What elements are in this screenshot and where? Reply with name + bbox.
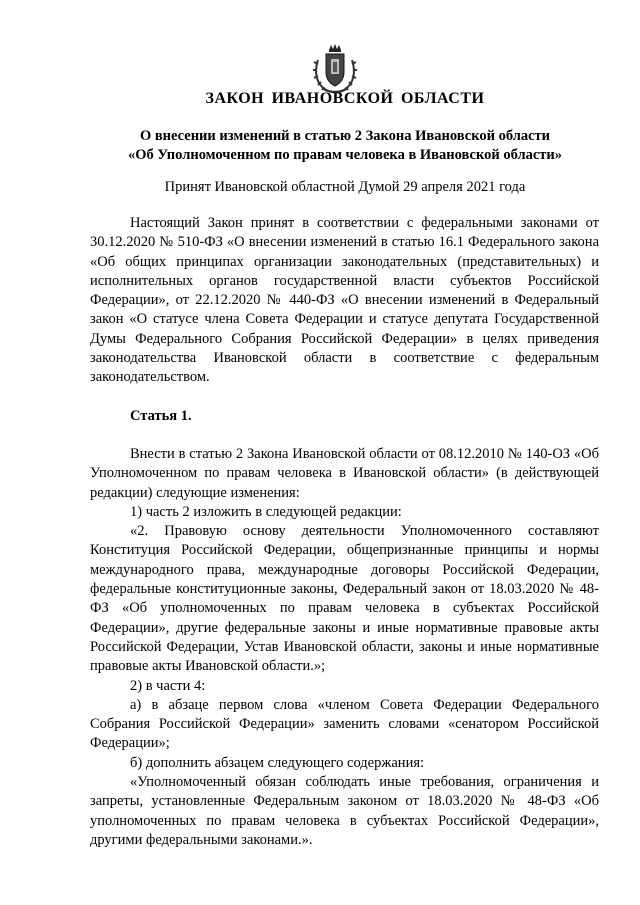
article-1-heading: Статья 1. <box>130 407 192 424</box>
law-subtitle-line-1: О внесении изменений в статью 2 Закона Ивановской области <box>139 128 551 144</box>
preamble-paragraph: Настоящий Закон принят в соответствии с федеральными законами от 30.12.2020 № 510-ФЗ «О внесении изменений в статью 16.1 Федерального закона «Об общих принципах организации законодательных (представительных) и исполнительных органов государственной власти субъектов Российской Федерации», от 22.12.2020 № 440-ФЗ «О внесении изменений в Федеральный закон «О статусе члена Совета Федерации и статусе депутата Государственной Думы Федерального Собрания Российской Федерации» в целях приведения законодательства Ивановской области в соответствие с федеральным законодательством. <box>90 215 599 386</box>
law-subtitle-line-2: «Об Уполномоченном по правам человека в Ивановской области» <box>127 147 563 163</box>
law-body <box>90 214 599 850</box>
article-1-item-1: 1) часть 2 изложить в следующей редакции: <box>130 503 402 520</box>
adoption-note: Принят Ивановской областной Думой 29 апреля 2021 года <box>164 179 526 195</box>
law-title: ЗАКОН ИВАНОВСКОЙ ОБЛАСТИ <box>205 90 485 107</box>
article-1-item-2a: а) в абзаце первом слова «членом Совета Федерации Федерального Собрания Российской Федерации» заменить словами «сенатором Российской Федерации»; <box>90 696 599 752</box>
article-1-intro-paragraph: Внести в статью 2 Закона Ивановской области от 08.12.2010 № 140-ОЗ «Об Уполномоченном по правам человека в Ивановской области» (в действующей редакции) следующие изменения: <box>90 445 599 501</box>
article-1-item-2b: б) дополнить абзацем следующего содержания: <box>130 754 425 771</box>
coat-of-arms-icon <box>312 44 358 94</box>
article-1-item-2: 2) в части 4: <box>130 677 206 694</box>
article-1-item-1-text: «2. Правовую основу деятельности Уполномоченного составляют Конституция Российской Федерации, общепризнанные принципы и нормы международного права, международные договоры Российской Федерации, федеральные конституционные законы, Федеральный закон от 18.03.2020 № 48-ФЗ «Об уполномоченных по правам человека в субъектах Российской Федерации», другие федеральные законы и иные нормативные правовые акты Российской Федерации, Устав Ивановской области, законы и иные нормативные правовые акты Ивановской области.»; <box>90 523 599 675</box>
article-1-item-2b-text: «Уполномоченный обязан соблюдать иные требования, ограничения и запреты, установленные Федеральным законом от 18.03.2020 № 48-ФЗ «Об уполномоченных по правам человека в субъектах Российской Федерации», другими федеральными законами.». <box>90 774 599 848</box>
law-subtitle <box>90 127 600 165</box>
